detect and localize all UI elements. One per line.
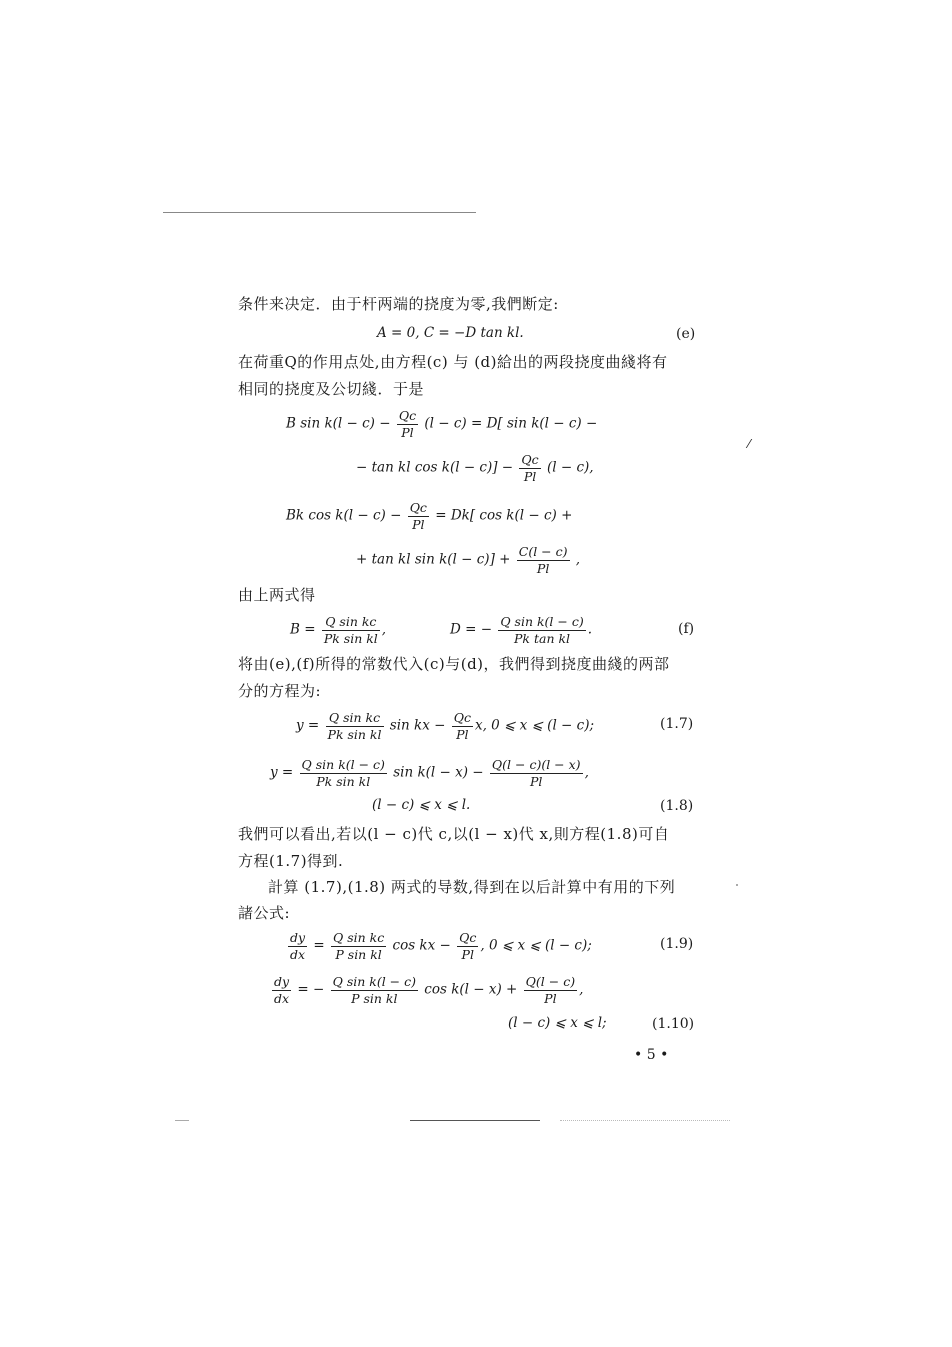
paragraph-4-line-2: 分的方程为: xyxy=(238,682,322,700)
page-number: • 5 • xyxy=(634,1047,669,1063)
equation-1-9-tag: (1.9) xyxy=(660,936,694,952)
equation-f-d: D = − $\frac{\text{Q sin k(l − c)}}{\text{Pk tan kl}}$ . xyxy=(450,614,593,646)
paragraph-5-line-1: 我們可以看出,若以(l − c)代 c,以(l − x)代 x,則方程(1.8)可自 xyxy=(238,825,670,843)
equation-f-tag: (f) xyxy=(678,621,695,637)
paragraph-5-line-2: 方程(1.7)得到. xyxy=(238,852,344,870)
paragraph-2-line-2: 相同的挠度及公切綫．于是 xyxy=(238,380,425,398)
equation-e-tag: (e) xyxy=(676,326,696,342)
paragraph-6-line-2: 諸公式: xyxy=(238,904,291,922)
paragraph-1: 条件来决定．由于杆两端的挠度为零,我們断定: xyxy=(238,295,559,313)
stray-dot xyxy=(736,884,738,886)
scan-artifact xyxy=(175,1120,189,1121)
scan-artifact xyxy=(410,1120,540,1121)
equation-1-10-condition: (l − c) ⩽ x ⩽ l; xyxy=(508,1015,607,1031)
equation-1-7: y = $\frac{\text{Q sin kc}}{\text{Pk sin kl}}$ sin kx − $\frac{Qc}{Pl}$ x, 0 ⩽ x ⩽ (l − c); xyxy=(296,710,595,742)
equation-1-8-tag: (1.8) xyxy=(660,798,694,814)
equation-1-8-condition: (l − c) ⩽ x ⩽ l. xyxy=(372,797,471,813)
paragraph-2-line-1: 在荷重Q的作用点处,由方程(c) 与 (d)給出的两段挠度曲綫将有 xyxy=(238,353,668,371)
equation-1-7-tag: (1.7) xyxy=(660,716,694,732)
stray-mark: ⁄ xyxy=(748,437,751,451)
equation-1a: B sin k(l − c) − $\frac{Qc}{Pl}$ (l − c) = D[ sin k(l − c) − xyxy=(286,408,598,440)
equation-2a: Bk cos k(l − c) − $\frac{Qc}{Pl}$ = Dk[ cos k(l − c) + xyxy=(286,500,573,532)
paragraph-6-line-1: 計算 (1.7),(1.8) 两式的导数,得到在以后計算中有用的下列 xyxy=(268,878,676,896)
equation-f-b: B = $\frac{\text{Q sin kc}}{\text{Pk sin kl}}$ , xyxy=(290,614,387,646)
equation-e: A = 0, C = −D tan kl. xyxy=(377,325,524,341)
equation-1-10-tag: (1.10) xyxy=(652,1016,695,1032)
equation-1-8: y = $\frac{\text{Q sin k(l − c)}}{\text{Pk sin kl}}$ sin k(l − x) − $\frac{Q(l - c)(l - x)}{Pl}$ , xyxy=(270,757,589,789)
equation-1-10: $\frac{dy}{dx}$ = − $\frac{\text{Q sin k(l − c)}}{\text{P sin kl}}$ cos k(l − x) + $\frac{Q(l - c)}{Pl}$ , xyxy=(274,974,584,1006)
scan-artifact xyxy=(560,1120,730,1121)
paragraph-4-line-1: 将由(e),(f)所得的常数代入(c)与(d)，我們得到挠度曲綫的两部 xyxy=(238,655,670,673)
equation-1-9: $\frac{dy}{dx}$ = $\frac{\text{Q sin kc}}{\text{P sin kl}}$ cos kx − $\frac{Qc}{Pl}$ , 0 ⩽ x ⩽ (l − c); xyxy=(290,930,592,962)
equation-2b: + tan kl sin k(l − c)] + $\frac{C(l - c)}{Pl}$ , xyxy=(356,544,581,576)
equation-1b: − tan kl cos k(l − c)] − $\frac{Qc}{Pl}$ (l − c), xyxy=(356,452,594,484)
header-rule xyxy=(163,212,476,213)
paragraph-3: 由上两式得 xyxy=(238,586,316,604)
